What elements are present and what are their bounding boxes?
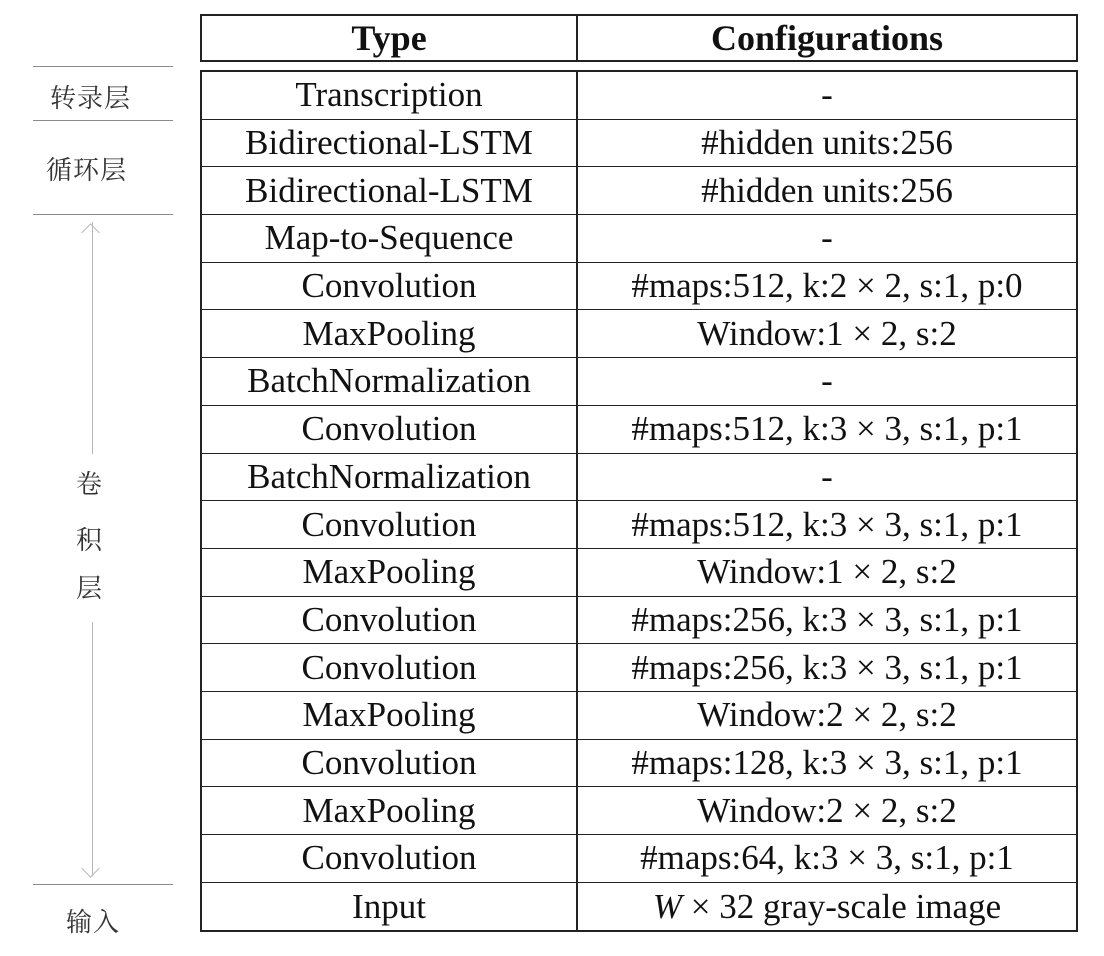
arrow-line-lower (92, 622, 93, 876)
layer-config-cell: - (821, 456, 833, 496)
divider-top (33, 66, 173, 67)
header-row (202, 16, 1076, 60)
layer-type-cell: MaxPooling (202, 692, 578, 739)
layer-type-cell: Transcription (202, 72, 578, 119)
table-row (202, 883, 1076, 931)
layer-type-cell: MaxPooling (202, 310, 578, 357)
layer-type-cell: MaxPooling (202, 549, 578, 596)
recurrent-layer-label: 循环层 (46, 156, 128, 186)
layer-type-cell: Map-to-Sequence (202, 215, 578, 262)
table-row (202, 167, 1076, 215)
layer-config-cell: Window:1 × 2, s:2 (697, 313, 957, 353)
layer-type-cell: Convolution (202, 597, 578, 644)
arrow-down-icon (81, 859, 99, 877)
table-row (202, 215, 1076, 263)
layer-config-cell: Window:1 × 2, s:2 (697, 552, 957, 592)
header-type: Type (202, 16, 578, 60)
arrow-up-icon (81, 223, 99, 241)
layer-config-cell: - (821, 361, 833, 401)
table-row (202, 310, 1076, 358)
layer-config-cell: Window:2 × 2, s:2 (697, 695, 957, 735)
layer-type-cell: Bidirectional-LSTM (202, 167, 578, 214)
layer-type-cell: BatchNormalization (202, 358, 578, 405)
layer-config-cell: #hidden units:256 (701, 170, 953, 210)
header-configurations: Configurations (710, 18, 944, 58)
input-layer-label: 输入 (66, 908, 121, 938)
layer-config-cell: #maps:512, k:3 × 3, s:1, p:1 (631, 409, 1023, 449)
table-row (202, 501, 1076, 549)
divider-conv-input (33, 884, 173, 885)
layer-type-cell: BatchNormalization (202, 454, 578, 501)
layer-config-cell: Window:2 × 2, s:2 (697, 790, 957, 830)
table-row (202, 549, 1076, 597)
table-row (202, 644, 1076, 692)
table-row (202, 692, 1076, 740)
layer-config-cell: #maps:256, k:3 × 3, s:1, p:1 (631, 599, 1023, 639)
table-row (202, 787, 1076, 835)
layer-type-cell: Convolution (202, 644, 578, 691)
table-row (202, 406, 1076, 454)
conv-layer-label-char-2: 积 (75, 526, 102, 556)
layer-config-cell: #hidden units:256 (701, 123, 953, 163)
table-row (202, 454, 1076, 502)
transcription-layer-label: 转录层 (50, 84, 132, 114)
layer-config-cell: #maps:128, k:3 × 3, s:1, p:1 (631, 742, 1023, 782)
divider-recurrent-conv (33, 214, 173, 215)
layer-type-cell: Bidirectional-LSTM (202, 120, 578, 167)
layer-config-cell: #maps:256, k:3 × 3, s:1, p:1 (631, 647, 1023, 687)
table-row (202, 72, 1076, 120)
layer-config-cell: - (821, 75, 833, 115)
layer-type-cell: MaxPooling (202, 787, 578, 834)
layer-type-cell: Convolution (202, 501, 578, 548)
divider-transcription-recurrent (33, 120, 173, 121)
input-width-symbol: W (652, 886, 683, 926)
table-row (202, 597, 1076, 645)
table-row (202, 120, 1076, 168)
table-body (200, 70, 1078, 932)
layer-config-cell: #maps:512, k:2 × 2, s:1, p:0 (631, 266, 1023, 306)
layer-type-cell: Input (202, 883, 578, 931)
layer-config-cell: #maps:64, k:3 × 3, s:1, p:1 (640, 838, 1014, 878)
table-row (202, 740, 1076, 788)
layer-type-cell: Convolution (202, 835, 578, 882)
table-row (202, 835, 1076, 883)
arrow-line-upper (92, 222, 93, 454)
layer-annotations (0, 0, 190, 956)
layer-config-cell: W × 32 gray-scale image (652, 886, 1002, 926)
layer-type-cell: Convolution (202, 263, 578, 310)
table-header (200, 14, 1078, 62)
layer-config-cell: - (821, 218, 833, 258)
conv-layer-label-char-3: 层 (75, 574, 102, 604)
conv-layer-label-char-1: 卷 (75, 470, 102, 500)
layer-config-cell: #maps:512, k:3 × 3, s:1, p:1 (631, 504, 1023, 544)
table-row (202, 263, 1076, 311)
layer-type-cell: Convolution (202, 740, 578, 787)
layer-type-cell: Convolution (202, 406, 578, 453)
table-row (202, 358, 1076, 406)
